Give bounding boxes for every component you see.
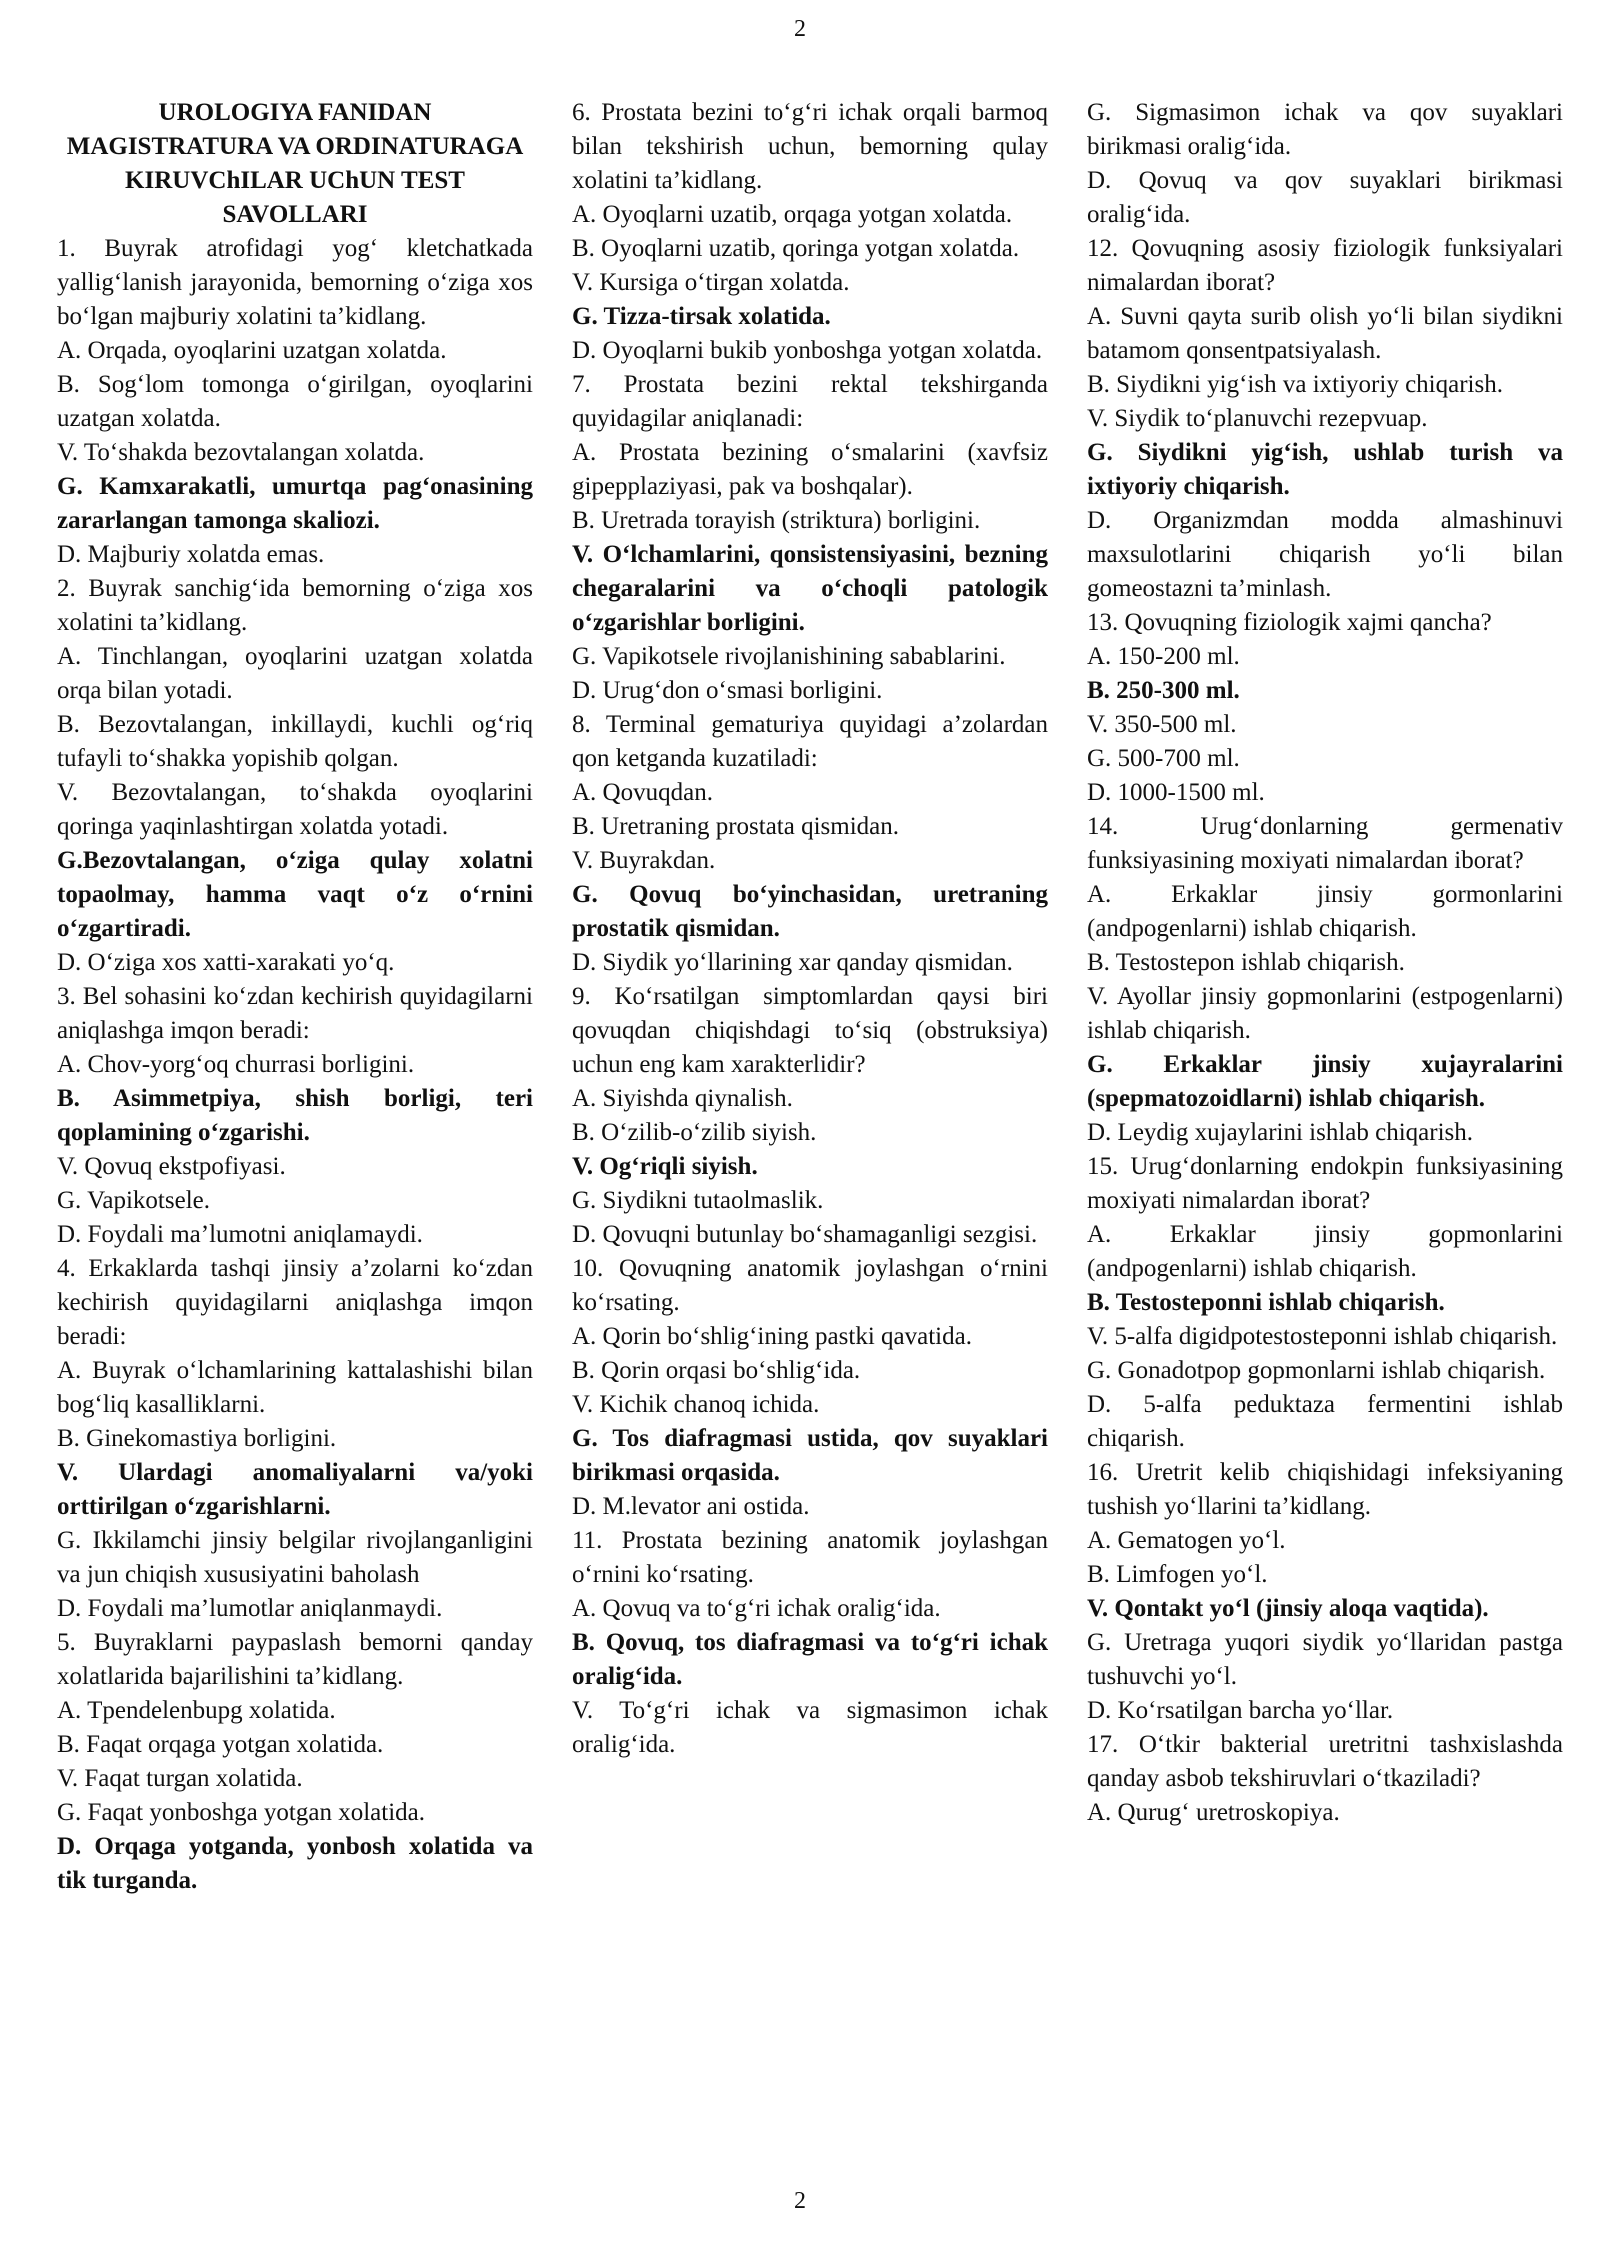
- question-line: G. Vapikotsele rivojlanishining sabablarini.: [572, 643, 1006, 670]
- question-line: G. Faqat yonboshga yotgan xolatida.: [57, 1799, 425, 1826]
- answer-correct: G. Tizza-tirsak xolatida.: [572, 303, 831, 330]
- column-3-lines: [1087, 96, 1563, 1830]
- question-line: A. Qurug‘ uretroskopiya.: [1087, 1799, 1340, 1826]
- question-line: 8. Terminal gematuriya quyidagi a’zolardan qon ketganda kuzatiladi:: [572, 711, 1048, 772]
- question-line: 15. Urug‘donlarning endokpin funksiyasining moxiyati nimalardan iborat?: [1087, 1153, 1563, 1214]
- question-line: B. O‘zilib-o‘zilib siyish.: [572, 1119, 817, 1146]
- question-line: 16. Uretrit kelib chiqishidagi infeksiyaning tushish yo‘llarini ta’kidlang.: [1087, 1459, 1563, 1520]
- question-line: A. Buyrak o‘lchamlarining kattalashishi bilan bog‘liq kasalliklarni.: [57, 1357, 533, 1418]
- question-line: 17. O‘tkir bakterial uretritni tashxislashda qanday asbob tekshiruvlari o‘tkaziladi?: [1087, 1731, 1563, 1792]
- question-line: B. Sog‘lom tomonga o‘girilgan, oyoqlarini uzatgan xolatda.: [57, 371, 533, 432]
- column-3: [1087, 96, 1563, 1830]
- question-line: A. Oyoqlarni uzatib, orqaga yotgan xolatda.: [572, 201, 1013, 228]
- question-line: 4. Erkaklarda tashqi jinsiy a’zolarni ko‘zdan kechirish quyidagilarni aniqlashga imqon beradi:: [57, 1255, 533, 1350]
- question-line: 1. Buyrak atrofidagi yog‘ kletchatkada yallig‘lanish jarayonida, bemorning o‘ziga xos bo‘lgan majburiy xolatini ta’kidlang.: [57, 235, 533, 330]
- question-line: A. Erkaklar jinsiy gormonlarini (andpogenlarni) ishlab chiqarish.: [1087, 881, 1563, 942]
- question-line: V. Kursiga o‘tirgan xolatda.: [572, 269, 850, 296]
- question-line: D. Majburiy xolatda emas.: [57, 541, 325, 568]
- question-line: D. Ko‘rsatilgan barcha yo‘llar.: [1087, 1697, 1394, 1724]
- question-line: 9. Ko‘rsatilgan simptomlardan qaysi biri qovuqdan chiqishdagi to‘siq (obstruksiya) uchun eng kam xarakterlidir?: [572, 983, 1048, 1078]
- answer-correct: G. Qovuq bo‘yinchasidan, uretraning prostatik qismidan.: [572, 881, 1048, 942]
- answer-correct: V. O‘lchamlarini, qonsistensiyasini, bezning chegaralarini va o‘choqli patologik o‘zgarishlar borligini.: [572, 541, 1048, 636]
- question-line: V. Faqat turgan xolatida.: [57, 1765, 303, 1792]
- question-line: A. Siyishda qiynalish.: [572, 1085, 793, 1112]
- question-line: G. Uretraga yuqori siydik yo‘llaridan pastga tushuvchi yo‘l.: [1087, 1629, 1563, 1690]
- answer-correct: B. 250-300 ml.: [1087, 677, 1240, 704]
- question-line: G. Siydikni tutaolmaslik.: [572, 1187, 824, 1214]
- document-title: UROLOGIYA FANIDAN MAGISTRATURA VA ORDINATURAGA KIRUVChILAR UChUN TEST SAVOLLARI: [66, 99, 524, 228]
- answer-correct: B. Asimmetpiya, shish borligi, teri qoplamining o‘zgarishi.: [57, 1085, 533, 1146]
- question-line: V. Qovuq ekstpofiyasi.: [57, 1153, 286, 1180]
- question-line: D. 1000-1500 ml.: [1087, 779, 1265, 806]
- answer-correct: D. Orqaga yotganda, yonbosh xolatida va tik turganda.: [57, 1833, 533, 1894]
- question-line: B. Qorin orqasi bo‘shlig‘ida.: [572, 1357, 861, 1384]
- question-line: D. Leydig xujaylarini ishlab chiqarish.: [1087, 1119, 1474, 1146]
- answer-correct: G. Siydikni yig‘ish, ushlab turish va ixtiyoriy chiqarish.: [1087, 439, 1563, 500]
- question-line: V. Buyrakdan.: [572, 847, 716, 874]
- question-line: 14. Urug‘donlarning germenativ funksiyasining moxiyati nimalardan iborat?: [1087, 813, 1563, 874]
- question-line: B. Oyoqlarni uzatib, qoringa yotgan xolatda.: [572, 235, 1020, 262]
- answer-correct: B. Qovuq, tos diafragmasi va to‘g‘ri ichak oralig‘ida.: [572, 1629, 1048, 1690]
- question-line: A. Orqada, oyoqlarini uzatgan xolatda.: [57, 337, 447, 364]
- question-line: D. O‘ziga xos xatti-xarakati yo‘q.: [57, 949, 395, 976]
- question-line: B. Faqat orqaga yotgan xolatida.: [57, 1731, 384, 1758]
- question-line: D. Organizmdan modda almashinuvi maxsulotlarini chiqarish yo‘li bilan gomeostazni ta’minlash.: [1087, 507, 1563, 602]
- question-line: A. Tpendelenbupg xolatida.: [57, 1697, 336, 1724]
- question-line: A. Erkaklar jinsiy gopmonlarini (andpogenlarni) ishlab chiqarish.: [1087, 1221, 1563, 1282]
- column-2: [572, 96, 1048, 1762]
- question-line: A. Qovuq va to‘g‘ri ichak oralig‘ida.: [572, 1595, 941, 1622]
- question-line: B. Ginekomastiya borligini.: [57, 1425, 337, 1452]
- question-line: B. Siydikni yig‘ish va ixtiyoriy chiqarish.: [1087, 371, 1503, 398]
- page-number-bottom: 2: [794, 2188, 806, 2214]
- column-1-lines: [57, 232, 533, 1898]
- question-line: A. Qorin bo‘shlig‘ining pastki qavatida.: [572, 1323, 972, 1350]
- question-line: B. Limfogen yo‘l.: [1087, 1561, 1268, 1588]
- question-line: 5. Buyraklarni paypaslash bemorni qanday xolatlarida bajarilishini ta’kidlang.: [57, 1629, 533, 1690]
- question-line: A. Tinchlangan, oyoqlarini uzatgan xolatda orqa bilan yotadi.: [57, 643, 533, 704]
- question-line: V. To‘shakda bezovtalangan xolatda.: [57, 439, 425, 466]
- question-line: V. 5-alfa digidpotestosteponni ishlab chiqarish.: [1087, 1323, 1558, 1350]
- column-1: [57, 96, 533, 1898]
- question-line: A. Qovuqdan.: [572, 779, 713, 806]
- question-line: B. Uretrada torayish (striktura) borligini.: [572, 507, 981, 534]
- page-number-top: 2: [794, 16, 806, 42]
- answer-correct: V. Qontakt yo‘l (jinsiy aloqa vaqtida).: [1087, 1595, 1489, 1622]
- answer-correct: G. Kamxarakatli, umurtqa pag‘onasining zararlangan tamonga skaliozi.: [57, 473, 533, 534]
- question-line: D. Oyoqlarni bukib yonboshga yotgan xolatda.: [572, 337, 1043, 364]
- question-line: G. Sigmasimon ichak va qov suyaklari birikmasi oralig‘ida.: [1087, 99, 1563, 160]
- question-line: G. Gonadotpop gopmonlarni ishlab chiqarish.: [1087, 1357, 1546, 1384]
- question-line: 13. Qovuqning fiziologik xajmi qancha?: [1087, 609, 1492, 636]
- question-line: B. Testostepon ishlab chiqarish.: [1087, 949, 1405, 976]
- answer-correct: G. Tos diafragmasi ustida, qov suyaklari birikmasi orqasida.: [572, 1425, 1048, 1486]
- question-line: G. 500-700 ml.: [1087, 745, 1240, 772]
- question-line: G. Ikkilamchi jinsiy belgilar rivojlanganligini va jun chiqish xususiyatini baholash: [57, 1527, 533, 1588]
- question-line: 11. Prostata bezining anatomik joylashgan o‘rnini ko‘rsating.: [572, 1527, 1048, 1588]
- question-line: 3. Bel sohasini ko‘zdan kechirish quyidagilarni aniqlashga imqon beradi:: [57, 983, 533, 1044]
- question-line: B. Uretraning prostata qismidan.: [572, 813, 900, 840]
- question-line: D. 5-alfa peduktaza fermentini ishlab chiqarish.: [1087, 1391, 1563, 1452]
- question-line: V. Bezovtalangan, to‘shakda oyoqlarini qoringa yaqinlashtirgan xolatda yotadi.: [57, 779, 533, 840]
- question-line: D. Qovuq va qov suyaklari birikmasi oralig‘ida.: [1087, 167, 1563, 228]
- question-line: 10. Qovuqning anatomik joylashgan o‘rnini ko‘rsating.: [572, 1255, 1048, 1316]
- question-line: A. Prostata bezining o‘smalarini (xavfsiz gipepplaziyasi, pak va boshqalar).: [572, 439, 1048, 500]
- question-line: A. Gematogen yo‘l.: [1087, 1527, 1286, 1554]
- column-2-lines: [572, 96, 1048, 1762]
- question-line: V. To‘g‘ri ichak va sigmasimon ichak oralig‘ida.: [572, 1697, 1048, 1758]
- question-line: A. 150-200 ml.: [1087, 643, 1240, 670]
- question-line: V. Siydik to‘planuvchi rezepvuap.: [1087, 405, 1428, 432]
- question-line: 7. Prostata bezini rektal tekshirganda quyidagilar aniqlanadi:: [572, 371, 1048, 432]
- question-line: 2. Buyrak sanchig‘ida bemorning o‘ziga xos xolatini ta’kidlang.: [57, 575, 533, 636]
- question-line: A. Suvni qayta surib olish yo‘li bilan siydikni batamom qonsentpatsiyalash.: [1087, 303, 1563, 364]
- question-line: D. M.levator ani ostida.: [572, 1493, 810, 1520]
- question-line: 12. Qovuqning asosiy fiziologik funksiyalari nimalardan iborat?: [1087, 235, 1563, 296]
- question-line: D. Qovuqni butunlay bo‘shamaganligi sezgisi.: [572, 1221, 1038, 1248]
- answer-correct: G. Erkaklar jinsiy xujayralarini (spepmatozoidlarni) ishlab chiqarish.: [1087, 1051, 1563, 1112]
- question-line: D. Urug‘don o‘smasi borligini.: [572, 677, 883, 704]
- question-line: 6. Prostata bezini to‘g‘ri ichak orqali barmoq bilan tekshirish uchun, bemorning qulay xolatini ta’kidlang.: [572, 99, 1048, 194]
- answer-correct: B. Testosteponni ishlab chiqarish.: [1087, 1289, 1445, 1316]
- answer-correct: V. Ulardagi anomaliyalarni va/yoki orttirilgan o‘zgarishlarni.: [57, 1459, 533, 1520]
- question-line: D. Siydik yo‘llarining xar qanday qismidan.: [572, 949, 1013, 976]
- question-line: D. Foydali ma’lumotlar aniqlanmaydi.: [57, 1595, 443, 1622]
- question-line: V. Ayollar jinsiy gopmonlarini (estpogenlarni) ishlab chiqarish.: [1087, 983, 1563, 1044]
- question-line: B. Bezovtalangan, inkillaydi, kuchli og‘riq tufayli to‘shakka yopishib qolgan.: [57, 711, 533, 772]
- answer-correct: G.Bezovtalangan, o‘ziga qulay xolatni topaolmay, hamma vaqt o‘z o‘rnini o‘zgartiradi.: [57, 847, 533, 942]
- question-line: G. Vapikotsele.: [57, 1187, 210, 1214]
- question-line: D. Foydali ma’lumotni aniqlamaydi.: [57, 1221, 423, 1248]
- answer-correct: V. Og‘riqli siyish.: [572, 1153, 758, 1180]
- question-line: A. Chov-yorg‘oq churrasi borligini.: [57, 1051, 415, 1078]
- question-line: V. 350-500 ml.: [1087, 711, 1237, 738]
- question-line: V. Kichik chanoq ichida.: [572, 1391, 820, 1418]
